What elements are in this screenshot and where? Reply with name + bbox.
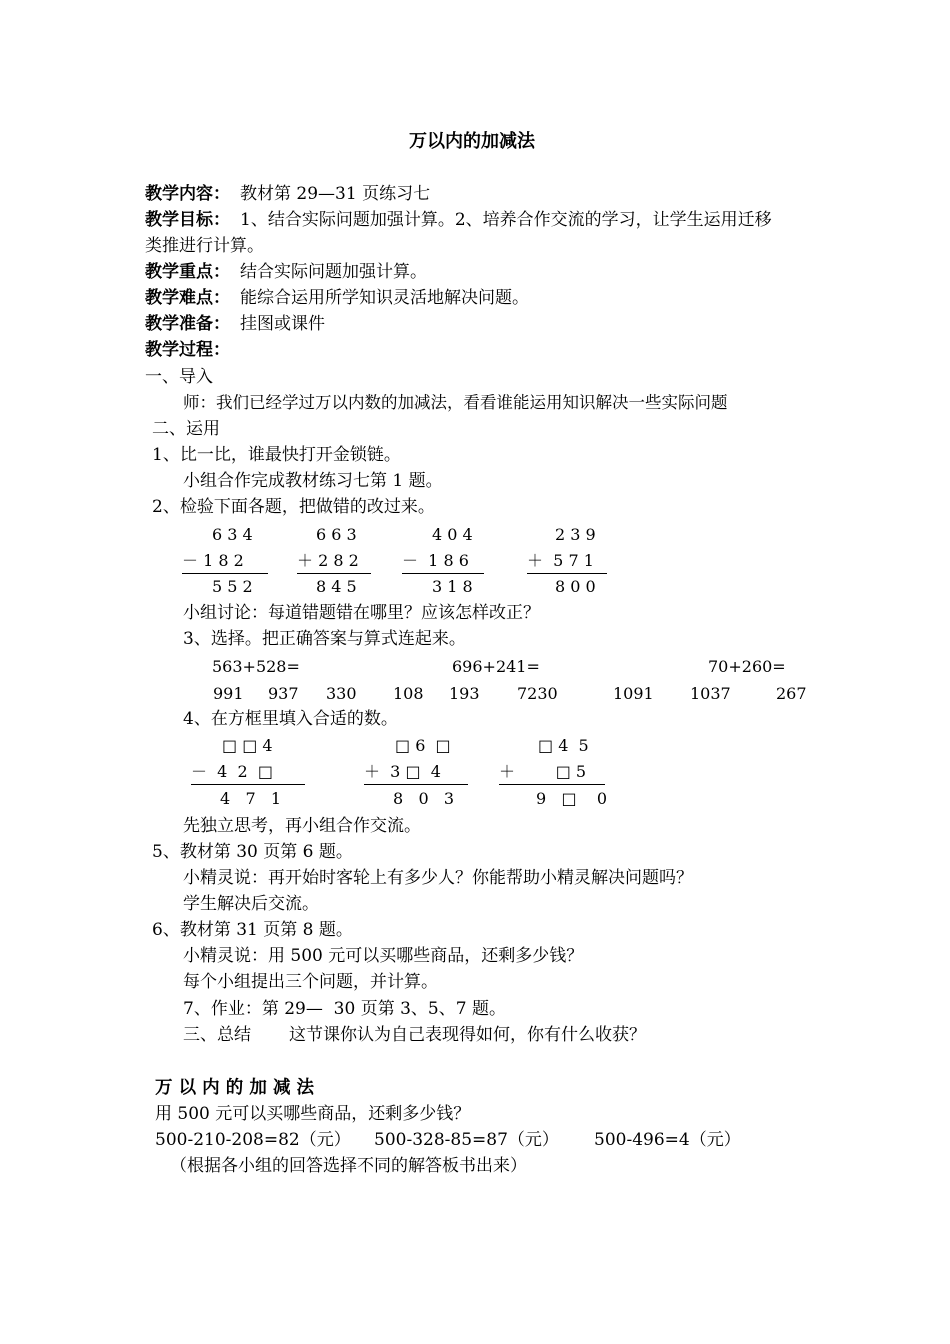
board-title: 万 以 内 的 加 减 法 (155, 1078, 315, 1098)
difficulty-label: 教学难点： (145, 288, 230, 308)
key-point-label: 教学重点： (145, 262, 230, 282)
item3-answer-3: 330 (326, 684, 357, 703)
item5-text-1: 小精灵说：再开始时客轮上有多少人？你能帮助小精灵解决问题吗？ (183, 868, 693, 888)
item1-text: 小组合作完成教材练习七第 1 题。 (183, 471, 443, 491)
item3-answer-9: 267 (776, 684, 807, 703)
summary-text: 这节课你认为自己表现得如何，你有什么收获？ (289, 1025, 646, 1045)
fill-3-result: 9 □ 0 (536, 789, 608, 808)
item3-expr-2: 696+241= (452, 657, 540, 676)
problem-1-top: 6 3 4 (212, 525, 253, 544)
board-equation-2: 500-328-85=87（元） (374, 1130, 559, 1150)
problem-3-result: 3 1 8 (432, 577, 473, 596)
problem-4-operand: ＋ 5 7 1 (527, 550, 607, 574)
process-label: 教学过程： (145, 340, 230, 360)
problem-1-result: 5 5 2 (212, 577, 253, 596)
item3-answer-6: 7230 (517, 684, 558, 703)
problem-3-operand: － 1 8 6 (402, 550, 484, 574)
fill-1-operand: － 4 2 □ (191, 761, 305, 785)
item5-heading: 5、教材第 30 页第 6 题。 (152, 842, 353, 862)
goal-text: 1、结合实际问题加强计算。2、培养合作交流的学习，让学生运用迁移 (240, 210, 772, 230)
item2-discussion: 小组讨论：每道错题错在哪里？应该怎样改正？ (183, 603, 540, 623)
item3-answer-2: 937 (268, 684, 299, 703)
problem-1-operand: － 1 8 2 (182, 550, 268, 574)
prep-label: 教学准备： (145, 314, 230, 334)
item3-answer-4: 108 (393, 684, 424, 703)
fill-2-result: 8 0 3 (393, 789, 455, 808)
content-label: 教学内容： (145, 184, 230, 204)
problem-2-operand: ＋ 2 8 2 (297, 550, 371, 574)
board-equation-3: 500-496=4（元） (594, 1130, 741, 1150)
page-title: 万以内的加减法 (409, 131, 535, 152)
problem-4-top: 2 3 9 (555, 525, 596, 544)
item1-heading: 1、比一比，谁最快打开金锁链。 (152, 445, 401, 465)
item3-expr-1: 563+528= (212, 657, 300, 676)
board-equation-1: 500-210-208=82（元） (155, 1130, 351, 1150)
item5-text-2: 学生解决后交流。 (183, 894, 319, 914)
apply-heading: 二、运用 (152, 419, 220, 439)
item6-text-2: 每个小组提出三个问题，并计算。 (183, 972, 438, 992)
summary-heading: 三、总结 (183, 1025, 251, 1045)
difficulty-text: 能综合运用所学知识灵活地解决问题。 (240, 288, 529, 308)
item3-heading: 3、选择。把正确答案与算式连起来。 (183, 629, 466, 649)
item3-answer-7: 1091 (613, 684, 654, 703)
fill-1-result: 4 7 1 (220, 789, 282, 808)
goal-text-cont: 类推进行计算。 (145, 236, 264, 256)
item6-heading: 6、教材第 31 页第 8 题。 (152, 920, 353, 940)
problem-2-result: 8 4 5 (316, 577, 357, 596)
content-text: 教材第 29—31 页练习七 (240, 184, 431, 204)
problem-2-top: 6 6 3 (316, 525, 357, 544)
item3-answer-8: 1037 (690, 684, 731, 703)
intro-heading: 一、导入 (145, 367, 213, 387)
prep-text: 挂图或课件 (240, 314, 325, 334)
problem-3-top: 4 0 4 (432, 525, 473, 544)
item3-answer-5: 193 (449, 684, 480, 703)
fill-2-top: □ 6 □ (395, 736, 451, 755)
goal-label: 教学目标： (145, 210, 230, 230)
intro-text: 师：我们已经学过万以内数的加减法，看看谁能运用知识解决一些实际问题 (183, 393, 728, 412)
fill-2-operand: ＋ 3 □ 4 (364, 761, 468, 785)
item2-heading: 2、检验下面各题，把做错的改过来。 (152, 497, 435, 517)
board-note: （根据各小组的回答选择不同的解答板书出来） (170, 1156, 527, 1176)
item4-note: 先独立思考，再小组合作交流。 (183, 816, 421, 836)
fill-1-top: □ □ 4 (222, 736, 273, 755)
fill-3-top: □ 4 5 (538, 736, 589, 755)
board-question: 用 500 元可以买哪些商品，还剩多少钱？ (155, 1104, 471, 1124)
item4-heading: 4、在方框里填入合适的数。 (183, 709, 398, 729)
homework: 7、作业：第 29— 30 页第 3、5、7 题。 (183, 999, 506, 1019)
key-point-text: 结合实际问题加强计算。 (240, 262, 427, 282)
item6-text-1: 小精灵说：用 500 元可以买哪些商品，还剩多少钱？ (183, 946, 584, 966)
problem-4-result: 8 0 0 (555, 577, 596, 596)
item3-expr-3: 70+260= (708, 657, 786, 676)
item3-answer-1: 991 (213, 684, 244, 703)
fill-3-operand: ＋ □ 5 (499, 761, 605, 785)
